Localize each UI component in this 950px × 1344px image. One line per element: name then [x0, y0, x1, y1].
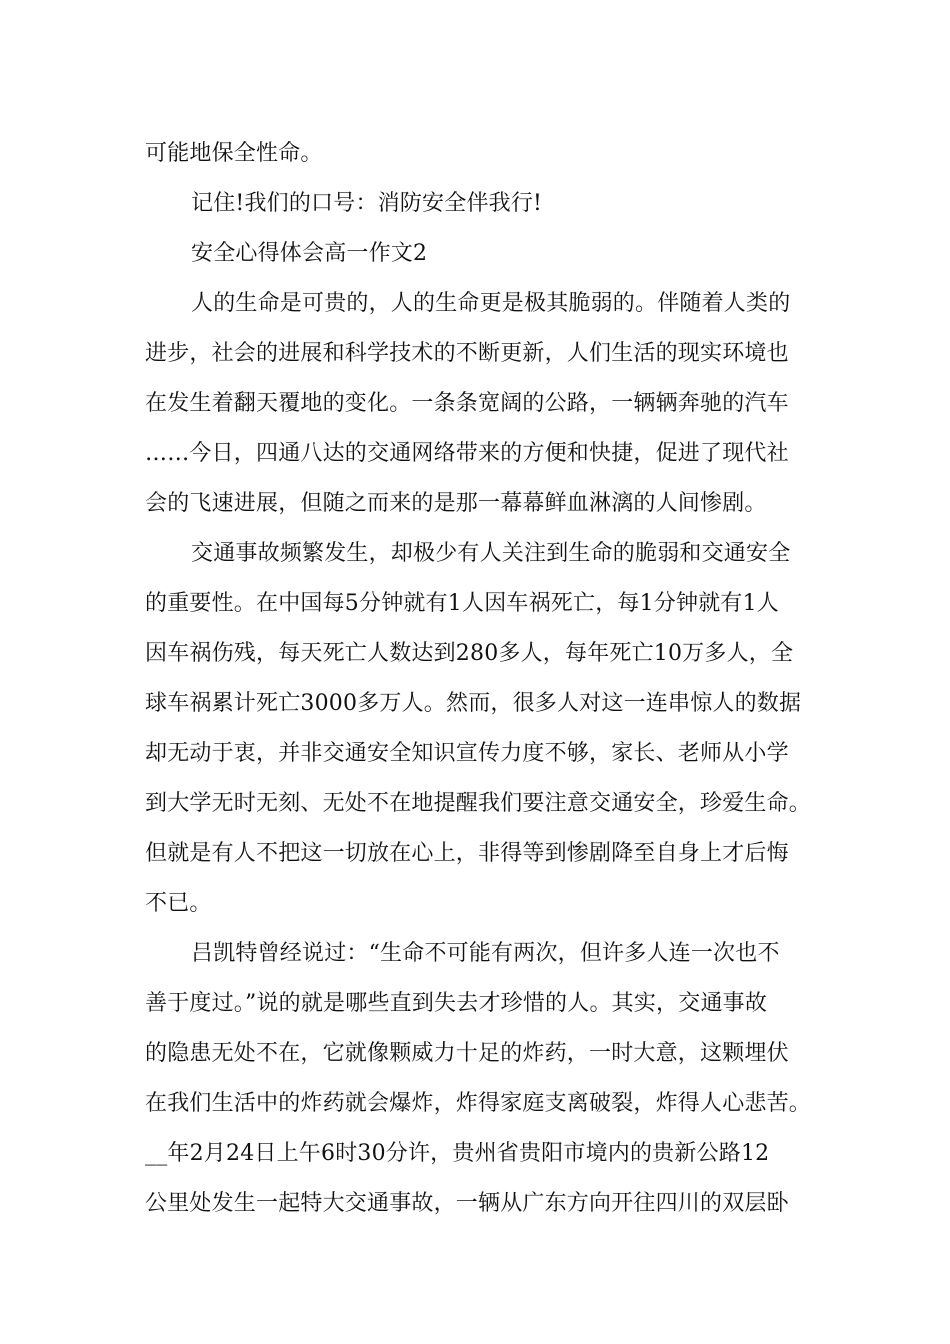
text-line: 人的生命是可贵的，人的生命更是极其脆弱的。伴随着人类的	[191, 291, 791, 316]
text-line: 记住!我们的口号：消防安全伴我行!	[191, 191, 543, 216]
text-line: 球车祸累计死亡3000多万人。然而，很多人对这一连串惊人的数据	[145, 691, 802, 716]
text-line: __年2月24日上午6时30分许，贵州省贵阳市境内的贵新公路12	[145, 1141, 770, 1166]
text-line: 却无动于衷，并非交通安全知识宣传力度不够，家长、老师从小学	[145, 741, 789, 766]
text-line: 交通事故频繁发生，却极少有人关注到生命的脆弱和交通安全	[191, 541, 791, 566]
text-line: 的重要性。在中国每5分钟就有1人因车祸死亡，每1分钟就有1人	[145, 591, 779, 616]
text-line: 善于度过。”说的就是哪些直到失去才珍惜的人。其实，交通事故	[145, 991, 768, 1016]
text-line: 安全心得体会高一作文2	[191, 241, 428, 266]
text-line: 进步，社会的进展和科学技术的不断更新，人们生活的现实环境也	[145, 341, 789, 366]
text-line: ……今日，四通八达的交通网络带来的方便和快捷，促进了现代社	[145, 441, 789, 466]
text-line: 不已。	[145, 891, 212, 916]
text-line: 因车祸伤残，每天死亡人数达到280多人，每年死亡10万多人，全	[145, 641, 794, 666]
document-body	[145, 129, 812, 1229]
text-line: 的隐患无处不在，它就像颗威力十足的炸药，一时大意，这颗埋伏	[145, 1041, 789, 1066]
text-line: 可能地保全性命。	[145, 141, 323, 166]
text-line: 在发生着翻天覆地的变化。一条条宽阔的公路，一辆辆奔驰的汽车	[145, 391, 789, 416]
text-line: 会的飞速进展，但随之而来的是那一幕幕鲜血淋漓的人间惨剧。	[145, 491, 767, 516]
text-line: 到大学无时无刻、无处不在地提醒我们要注意交通安全，珍爱生命。	[145, 791, 812, 816]
text-line: 公里处发生一起特大交通事故，一辆从广东方向开往四川的双层卧	[145, 1191, 789, 1216]
text-line: 但就是有人不把这一切放在心上，非得等到惨剧降至自身上才后悔	[145, 841, 789, 866]
text-line: 在我们生活中的炸药就会爆炸，炸得家庭支离破裂，炸得人心悲苦。	[145, 1091, 812, 1116]
text-line: 吕凯特曾经说过：“生命不可能有两次，但许多人连一次也不	[191, 941, 780, 966]
